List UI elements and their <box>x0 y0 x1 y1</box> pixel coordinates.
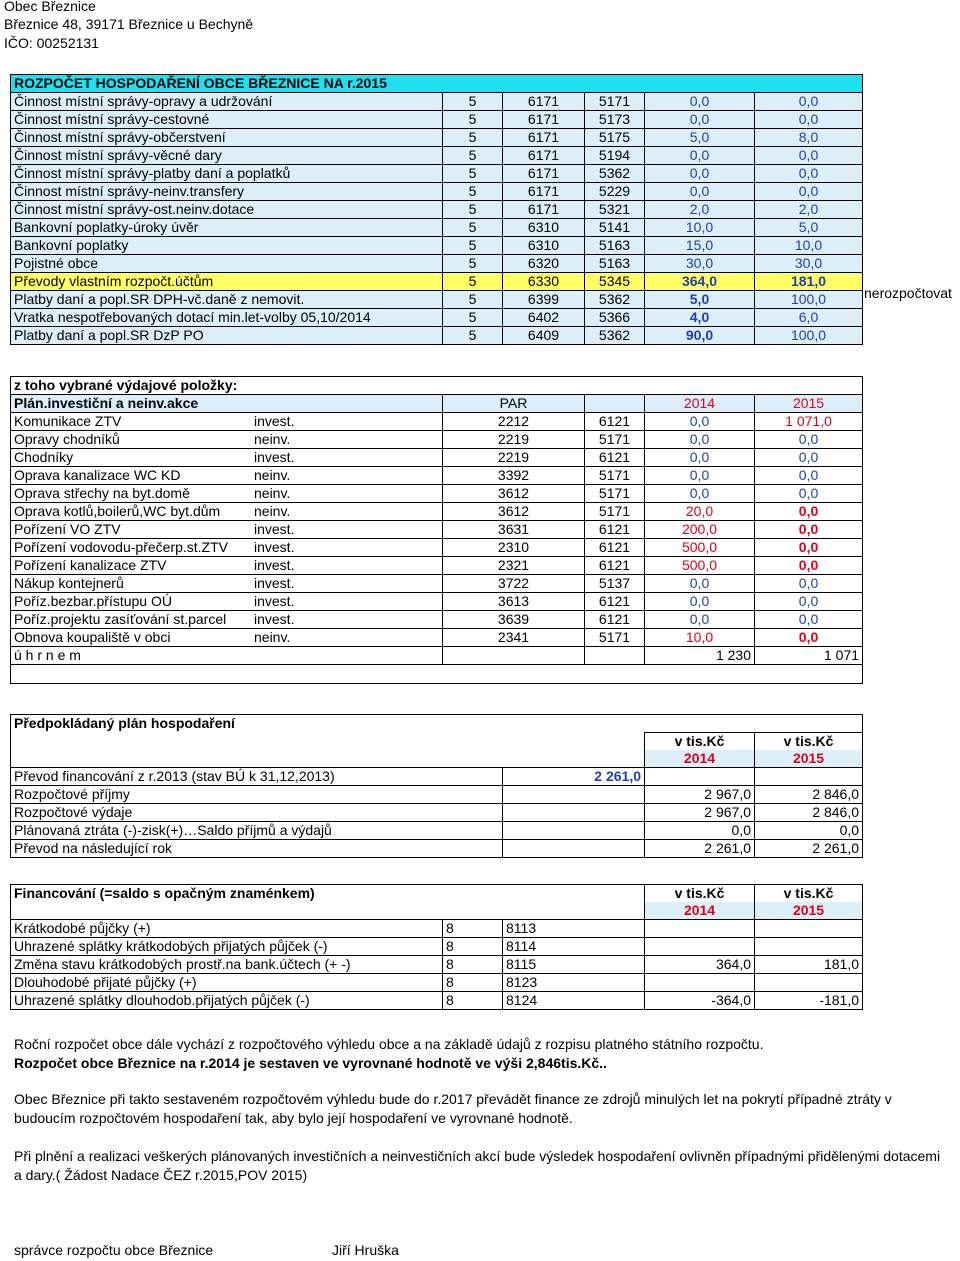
invest-subheading: Plán.investiční a neinv.akce <box>11 395 443 413</box>
invest-table <box>10 376 863 684</box>
budget-value-2015: 100,0 <box>755 327 863 345</box>
budget-row <box>11 165 863 183</box>
budget-value-2014: 0,0 <box>645 165 755 183</box>
fin-item-code: 8113 <box>503 920 645 938</box>
budget-item-class: 5 <box>443 129 503 147</box>
budget-item-name: Činnost místní správy-neinv.transfery <box>11 183 443 201</box>
budget-item-class: 5 <box>443 111 503 129</box>
invest-item-pol: 6121 <box>585 539 645 557</box>
col-par: PAR <box>443 395 585 413</box>
invest-item-pol: 6121 <box>585 557 645 575</box>
fin-item-code: 8123 <box>503 974 645 992</box>
fin-item-class: 8 <box>443 992 503 1010</box>
invest-item <box>11 503 443 521</box>
invest-item-type: invest. <box>254 575 295 591</box>
org-name: Obec Březnice <box>4 0 96 14</box>
invest-item-name: Pořízení kanalizace ZTV <box>14 557 167 573</box>
invest-item-par: 2321 <box>443 557 585 575</box>
budget-item-class: 5 <box>443 93 503 111</box>
budget-item-name: Činnost místní správy-cestovné <box>11 111 443 129</box>
budget-row <box>11 219 863 237</box>
fin-row <box>11 992 863 1010</box>
fin-item-class: 8 <box>443 956 503 974</box>
plan-item-name: Plánovaná ztráta (-)-zisk(+)…Saldo příjmů a výdajů <box>11 822 503 840</box>
budget-row <box>11 183 863 201</box>
budget-item-item: 5362 <box>585 165 645 183</box>
invest-value-2015: 0,0 <box>755 611 863 629</box>
invest-value-2015: 0,0 <box>755 467 863 485</box>
invest-item-par: 2212 <box>443 413 585 431</box>
budget-item-class: 5 <box>443 309 503 327</box>
invest-total-2014: 1 230 <box>645 647 755 665</box>
plan-value-2015: 2 846,0 <box>755 804 863 822</box>
invest-row <box>11 557 863 575</box>
invest-value-2015: 0,0 <box>755 521 863 539</box>
plan-value-2015: 2 261,0 <box>755 840 863 858</box>
budget-value-2015: 6,0 <box>755 309 863 327</box>
budget-value-2014: 364,0 <box>645 273 755 291</box>
paragraph-1: Roční rozpočet obce dále vychází z rozpočtového výhledu obce a na základě údajů z rozpisu platného státního rozpočtu. <box>14 1036 764 1052</box>
budget-item-name: Činnost místní správy-věcné dary <box>11 147 443 165</box>
col-2015: 2015 <box>755 395 863 413</box>
plan-item-name: Převod na následující rok <box>11 840 503 858</box>
invest-item-name: Chodníky <box>14 449 74 465</box>
budget-item-item: 5321 <box>585 201 645 219</box>
budget-item-section: 6171 <box>503 165 585 183</box>
budget-row <box>11 147 863 165</box>
invest-item-par: 2219 <box>443 449 585 467</box>
fin-value-2015 <box>755 938 863 956</box>
invest-item-type: invest. <box>254 539 295 555</box>
invest-heading: z toho vybrané výdajové položky: <box>11 377 863 395</box>
signature-role: správce rozpočtu obce Březnice <box>14 1242 214 1258</box>
fin-value-2014 <box>645 920 755 938</box>
budget-value-2014: 0,0 <box>645 111 755 129</box>
budget-value-2014: 30,0 <box>645 255 755 273</box>
invest-item-name: Opravy chodníků <box>14 431 120 447</box>
budget-item-item: 5163 <box>585 255 645 273</box>
plan-item-initial <box>503 786 645 804</box>
invest-item <box>11 557 443 575</box>
invest-item-par: 3639 <box>443 611 585 629</box>
fin-item-code: 8124 <box>503 992 645 1010</box>
invest-value-2014: 0,0 <box>645 449 755 467</box>
invest-item-par: 2219 <box>443 431 585 449</box>
budget-item-section: 6171 <box>503 93 585 111</box>
invest-row <box>11 485 863 503</box>
invest-item-name: Oprava kotlů,boilerů,WC byt.dům <box>14 503 221 519</box>
budget-value-2014: 5,0 <box>645 129 755 147</box>
invest-item-name: Oprava střechy na byt.domě <box>14 485 190 501</box>
invest-value-2014: 10,0 <box>645 629 755 647</box>
invest-value-2014: 200,0 <box>645 521 755 539</box>
fin-item-class: 8 <box>443 938 503 956</box>
budget-value-2015: 181,0 <box>755 273 863 291</box>
col-blank <box>585 395 645 413</box>
invest-row <box>11 539 863 557</box>
budget-value-2015: 100,0 <box>755 291 863 309</box>
plan-value-2014 <box>645 768 755 786</box>
plan-item-initial <box>503 822 645 840</box>
plan-unit-2014: v tis.Kč <box>645 733 755 751</box>
plan-item-name: Rozpočtové příjmy <box>11 786 503 804</box>
budget-value-2015: 2,0 <box>755 201 863 219</box>
fin-item-name: Krátkodobé půjčky (+) <box>11 920 443 938</box>
invest-value-2015: 0,0 <box>755 449 863 467</box>
budget-item-name: Převody vlastním rozpočt.účtům <box>11 273 443 291</box>
invest-item-name: Pořízení vodovodu-přečerp.st.ZTV <box>14 539 228 555</box>
invest-value-2015: 1 071,0 <box>755 413 863 431</box>
invest-row <box>11 413 863 431</box>
invest-item-pol: 6121 <box>585 521 645 539</box>
budget-item-section: 6171 <box>503 111 585 129</box>
signature-name: Jiří Hruška <box>332 1242 399 1258</box>
invest-item <box>11 431 443 449</box>
plan-item-initial: 2 261,0 <box>503 768 645 786</box>
budget-item-item: 5362 <box>585 291 645 309</box>
plan-value-2015: 2 846,0 <box>755 786 863 804</box>
plan-year-2014: 2014 <box>645 750 755 768</box>
invest-item-par: 3612 <box>443 485 585 503</box>
invest-item-par: 3631 <box>443 521 585 539</box>
fin-row <box>11 920 863 938</box>
paragraph-2: Obec Březnice při takto sestaveném rozpočtovém výhledu bude do r.2017 převádět finance ze zdrojů minulých let na pokrytí případné ztráty v budoucím rozpočtovém hospodaření tak, aby bylo její hospodaření ve vyrovnané hodnotě. <box>14 1091 892 1126</box>
budget-value-2014: 0,0 <box>645 93 755 111</box>
fin-value-2014 <box>645 938 755 956</box>
plan-value-2014: 2 967,0 <box>645 804 755 822</box>
fin-value-2015: -181,0 <box>755 992 863 1010</box>
invest-item <box>11 467 443 485</box>
budget-table <box>10 74 863 345</box>
budget-item-item: 5362 <box>585 327 645 345</box>
budget-item-class: 5 <box>443 201 503 219</box>
budget-value-2014: 4,0 <box>645 309 755 327</box>
invest-item <box>11 449 443 467</box>
invest-value-2014: 500,0 <box>645 557 755 575</box>
budget-item-name: Pojistné obce <box>11 255 443 273</box>
budget-item-item: 5173 <box>585 111 645 129</box>
budget-value-2014: 5,0 <box>645 291 755 309</box>
budget-value-2015: 0,0 <box>755 93 863 111</box>
invest-value-2015: 0,0 <box>755 485 863 503</box>
fin-value-2015: 181,0 <box>755 956 863 974</box>
fin-value-2015 <box>755 920 863 938</box>
invest-value-2015: 0,0 <box>755 593 863 611</box>
fin-value-2014 <box>645 974 755 992</box>
plan-value-2015 <box>755 768 863 786</box>
budget-item-item: 5194 <box>585 147 645 165</box>
fin-item-class: 8 <box>443 920 503 938</box>
paragraph-1-bold: Rozpočet obce Březnice na r.2014 je sestaven ve vyrovnané hodnotě ve výši 2,846tis.Kč.. <box>14 1055 607 1071</box>
budget-item-section: 6320 <box>503 255 585 273</box>
budget-item-section: 6330 <box>503 273 585 291</box>
invest-item-pol: 6121 <box>585 593 645 611</box>
budget-value-2014: 90,0 <box>645 327 755 345</box>
budget-item-class: 5 <box>443 147 503 165</box>
invest-item-par: 3392 <box>443 467 585 485</box>
invest-row <box>11 431 863 449</box>
budget-item-section: 6310 <box>503 237 585 255</box>
invest-item-pol: 6121 <box>585 611 645 629</box>
org-ico: IČO: 00252131 <box>4 35 99 51</box>
budget-value-2014: 15,0 <box>645 237 755 255</box>
invest-item-pol: 5171 <box>585 629 645 647</box>
budget-value-2014: 0,0 <box>645 183 755 201</box>
budget-value-2014: 0,0 <box>645 147 755 165</box>
budget-row <box>11 309 863 327</box>
plan-row <box>11 840 863 858</box>
invest-item-name: Poříz.bezbar.přístupu OÚ <box>14 593 172 609</box>
fin-item-name: Dlouhodobé přijaté půjčky (+) <box>11 974 443 992</box>
budget-value-2015: 0,0 <box>755 183 863 201</box>
fin-row <box>11 956 863 974</box>
invest-item <box>11 611 443 629</box>
fin-item-name: Uhrazené splátky krátkodobých přijatých půjček (-) <box>11 938 443 956</box>
fin-item-name: Změna stavu krátkodobých prostř.na bank.účtech (+ -) <box>11 956 443 974</box>
budget-item-item: 5141 <box>585 219 645 237</box>
budget-value-2015: 0,0 <box>755 165 863 183</box>
budget-value-2015: 0,0 <box>755 111 863 129</box>
plan-item-initial <box>503 840 645 858</box>
budget-item-class: 5 <box>443 165 503 183</box>
budget-item-class: 5 <box>443 291 503 309</box>
invest-row <box>11 449 863 467</box>
invest-item-name: Poříz.projektu zasíťování st.parcel <box>14 611 227 627</box>
budget-item-section: 6171 <box>503 183 585 201</box>
invest-item-pol: 5171 <box>585 503 645 521</box>
fin-year-2014: 2014 <box>645 902 755 920</box>
budget-item-name: Vratka nespotřebovaných dotací min.let-volby 05,10/2014 <box>11 309 443 327</box>
invest-value-2014: 0,0 <box>645 413 755 431</box>
invest-item <box>11 593 443 611</box>
budget-row <box>11 129 863 147</box>
fin-row <box>11 938 863 956</box>
budget-item-item: 5175 <box>585 129 645 147</box>
invest-item-name: Oprava kanalizace WC KD <box>14 467 181 483</box>
budget-row <box>11 93 863 111</box>
invest-item-type: invest. <box>254 413 295 429</box>
invest-value-2014: 20,0 <box>645 503 755 521</box>
fin-item-code: 8114 <box>503 938 645 956</box>
fin-item-name: Uhrazené splátky dlouhodob.přijatých půjček (-) <box>11 992 443 1010</box>
fin-value-2015 <box>755 974 863 992</box>
plan-title: Předpokládaný plán hospodaření <box>11 715 863 733</box>
invest-value-2014: 0,0 <box>645 575 755 593</box>
budget-item-name: Činnost místní správy-ost.neinv.dotace <box>11 201 443 219</box>
invest-item-pol: 5137 <box>585 575 645 593</box>
invest-item-par: 3613 <box>443 593 585 611</box>
paragraph-3: Při plnění a realizaci veškerých plánovaných investičních a neinvestičních akcí bude výsledek hospodaření ovlivněn případnými přidělenými dotacemi a dary.( Žádost Nadace ČEZ r.2015,POV 2015) <box>14 1148 941 1183</box>
invest-item-type: neinv. <box>254 503 291 519</box>
fin-value-2014: 364,0 <box>645 956 755 974</box>
invest-item-par: 2310 <box>443 539 585 557</box>
budget-item-name: Platby daní a popl.SR DPH-vč.daně z nemovit. <box>11 291 443 309</box>
invest-value-2015: 0,0 <box>755 539 863 557</box>
plan-value-2014: 2 261,0 <box>645 840 755 858</box>
budget-row <box>11 111 863 129</box>
budget-item-section: 6402 <box>503 309 585 327</box>
invest-item-type: invest. <box>254 593 295 609</box>
budget-item-class: 5 <box>443 255 503 273</box>
budget-item-name: Činnost místní správy-platby daní a poplatků <box>11 165 443 183</box>
fin-item-code: 8115 <box>503 956 645 974</box>
plan-unit-2015: v tis.Kč <box>755 733 863 751</box>
invest-item <box>11 485 443 503</box>
invest-value-2014: 0,0 <box>645 485 755 503</box>
invest-item-par: 3722 <box>443 575 585 593</box>
budget-row <box>11 273 863 291</box>
budget-item-item: 5163 <box>585 237 645 255</box>
fin-value-2014: -364,0 <box>645 992 755 1010</box>
invest-item-pol: 6121 <box>585 449 645 467</box>
budget-item-name: Platby daní a popl.SR DzP PO <box>11 327 443 345</box>
invest-row <box>11 593 863 611</box>
fin-year-2015: 2015 <box>755 902 863 920</box>
invest-item-pol: 5171 <box>585 467 645 485</box>
plan-table <box>10 714 863 858</box>
budget-row <box>11 327 863 345</box>
invest-item-pol: 5171 <box>585 485 645 503</box>
invest-item-pol: 5171 <box>585 431 645 449</box>
budget-row <box>11 201 863 219</box>
invest-value-2014: 0,0 <box>645 611 755 629</box>
budget-item-item: 5229 <box>585 183 645 201</box>
invest-value-2015: 0,0 <box>755 431 863 449</box>
invest-value-2015: 0,0 <box>755 503 863 521</box>
invest-item-type: neinv. <box>254 629 291 645</box>
plan-item-initial <box>503 804 645 822</box>
org-address: Březnice 48, 39171 Březnice u Bechyně <box>4 16 254 32</box>
budget-value-2014: 2,0 <box>645 201 755 219</box>
budget-item-class: 5 <box>443 219 503 237</box>
plan-item-name: Převod financování z r.2013 (stav BÚ k 31,12,2013) <box>11 768 503 786</box>
budget-value-2015: 5,0 <box>755 219 863 237</box>
invest-value-2015: 0,0 <box>755 557 863 575</box>
invest-item-type: invest. <box>254 449 295 465</box>
invest-item-type: neinv. <box>254 431 291 447</box>
budget-value-2015: 10,0 <box>755 237 863 255</box>
invest-value-2015: 0,0 <box>755 575 863 593</box>
budget-value-2015: 8,0 <box>755 129 863 147</box>
budget-value-2015: 30,0 <box>755 255 863 273</box>
invest-item-name: Komunikace ZTV <box>14 413 122 429</box>
invest-value-2014: 0,0 <box>645 593 755 611</box>
budget-note: nerozpočtovat <box>864 285 952 301</box>
budget-item-section: 6171 <box>503 129 585 147</box>
plan-row <box>11 786 863 804</box>
budget-item-item: 5366 <box>585 309 645 327</box>
plan-row <box>11 768 863 786</box>
budget-row <box>11 291 863 309</box>
plan-value-2014: 0,0 <box>645 822 755 840</box>
invest-item-pol: 6121 <box>585 413 645 431</box>
invest-item <box>11 575 443 593</box>
invest-total-label: ú h r n e m <box>11 647 443 665</box>
budget-item-section: 6310 <box>503 219 585 237</box>
fin-title: Financování (=saldo s opačným znaménkem) <box>11 885 645 903</box>
fin-unit-2015: v tis.Kč <box>755 885 863 903</box>
invest-item-type: invest. <box>254 611 295 627</box>
invest-value-2014: 0,0 <box>645 431 755 449</box>
invest-item <box>11 629 443 647</box>
budget-item-class: 5 <box>443 327 503 345</box>
invest-row <box>11 629 863 647</box>
fin-row <box>11 974 863 992</box>
budget-item-section: 6399 <box>503 291 585 309</box>
invest-item-par: 3612 <box>443 503 585 521</box>
budget-value-2015: 0,0 <box>755 147 863 165</box>
plan-year-2015: 2015 <box>755 750 863 768</box>
budget-item-name: Bankovní poplatky <box>11 237 443 255</box>
budget-item-section: 6409 <box>503 327 585 345</box>
budget-title: ROZPOČET HOSPODAŘENÍ OBCE BŘEZNICE NA r.2015 <box>11 75 863 93</box>
plan-value-2015: 0,0 <box>755 822 863 840</box>
budget-value-2014: 10,0 <box>645 219 755 237</box>
budget-row <box>11 237 863 255</box>
fin-unit-2014: v tis.Kč <box>645 885 755 903</box>
invest-item-name: Obnova koupaliště v obci <box>14 629 171 645</box>
invest-item <box>11 539 443 557</box>
budget-item-section: 6171 <box>503 201 585 219</box>
invest-row <box>11 467 863 485</box>
invest-item-name: Pořízení VO ZTV <box>14 521 121 537</box>
invest-item-type: neinv. <box>254 467 291 483</box>
invest-item <box>11 413 443 431</box>
budget-item-item: 5345 <box>585 273 645 291</box>
plan-item-name: Rozpočtové výdaje <box>11 804 503 822</box>
invest-row <box>11 521 863 539</box>
fin-table <box>10 884 863 1010</box>
invest-value-2015: 0,0 <box>755 629 863 647</box>
budget-item-class: 5 <box>443 183 503 201</box>
invest-value-2014: 500,0 <box>645 539 755 557</box>
budget-item-name: Činnost místní správy-občerstvení <box>11 129 443 147</box>
col-2014: 2014 <box>645 395 755 413</box>
invest-value-2014: 0,0 <box>645 467 755 485</box>
budget-row <box>11 255 863 273</box>
budget-item-name: Bankovní poplatky-úroky úvěr <box>11 219 443 237</box>
plan-row <box>11 822 863 840</box>
invest-item-name: Nákup kontejnerů <box>14 575 124 591</box>
budget-item-name: Činnost místní správy-opravy a udržování <box>11 93 443 111</box>
invest-item <box>11 521 443 539</box>
invest-item-type: invest. <box>254 521 295 537</box>
budget-item-item: 5171 <box>585 93 645 111</box>
invest-item-par: 2341 <box>443 629 585 647</box>
budget-item-class: 5 <box>443 237 503 255</box>
invest-row <box>11 611 863 629</box>
invest-row <box>11 575 863 593</box>
invest-total-2015: 1 071 <box>755 647 863 665</box>
plan-value-2014: 2 967,0 <box>645 786 755 804</box>
invest-item-type: invest. <box>254 557 295 573</box>
plan-row <box>11 804 863 822</box>
fin-item-class: 8 <box>443 974 503 992</box>
invest-row <box>11 503 863 521</box>
budget-item-section: 6171 <box>503 147 585 165</box>
budget-item-class: 5 <box>443 273 503 291</box>
invest-item-type: neinv. <box>254 485 291 501</box>
